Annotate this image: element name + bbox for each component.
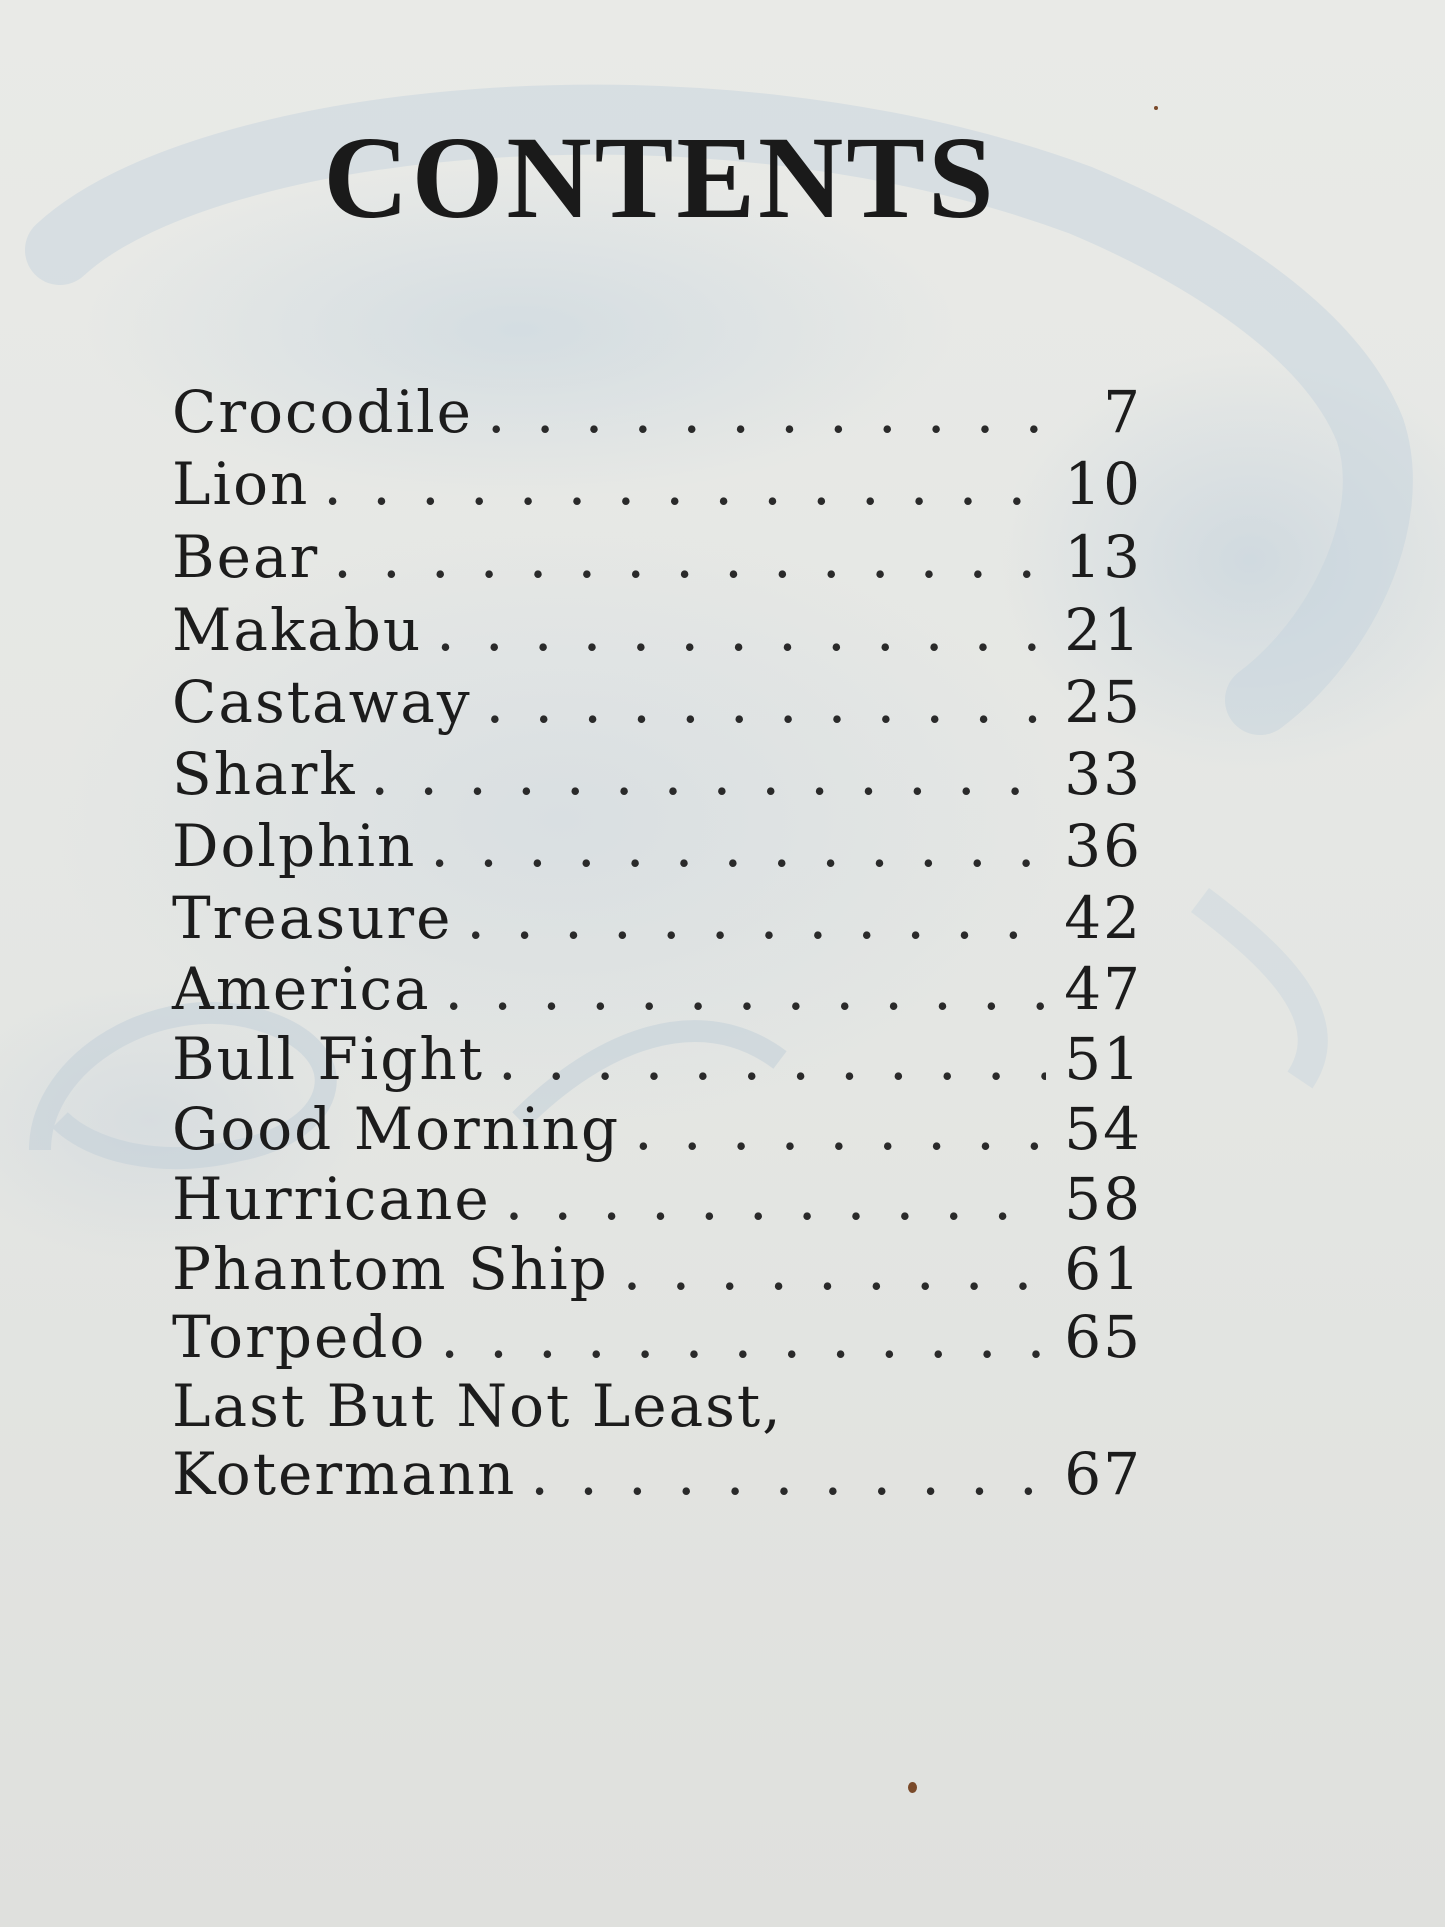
toc-entry	[172, 523, 1142, 593]
toc-entry-page: 58	[1064, 1165, 1142, 1233]
toc-entry-page: 67	[1064, 1440, 1142, 1508]
toc-entry	[172, 740, 1142, 810]
toc-entry-page: 47	[1064, 955, 1142, 1023]
dot-leader	[323, 450, 1046, 518]
toc-entry-title: Crocodile	[172, 378, 473, 446]
toc-entry-page: 65	[1064, 1303, 1142, 1371]
toc-entry	[172, 378, 1142, 448]
dot-leader	[445, 955, 1046, 1023]
toc-entry-title: Good Morning	[172, 1095, 621, 1163]
dot-leader	[498, 1025, 1046, 1093]
toc-entry-page: 7	[1103, 378, 1142, 446]
page-title: CONTENTS	[323, 112, 997, 243]
toc-entry-page: 42	[1064, 884, 1142, 952]
dot-leader	[333, 523, 1046, 591]
toc-entry-page: 51	[1064, 1025, 1142, 1093]
toc-entry-page: 61	[1064, 1235, 1142, 1303]
toc-entry-title: Torpedo	[172, 1303, 427, 1371]
toc-entry	[172, 1440, 1142, 1510]
toc-entry	[172, 884, 1142, 954]
toc-entry-title: Treasure	[172, 884, 453, 952]
dot-leader	[371, 740, 1046, 808]
toc-entry	[172, 450, 1142, 520]
dot-leader	[505, 1165, 1046, 1233]
toc-entry	[172, 1235, 1142, 1305]
toc-entry	[172, 1025, 1142, 1095]
toc-entry-page: 10	[1064, 450, 1142, 518]
toc-entry-title: Bull Fight	[172, 1025, 485, 1093]
toc-entry-page: 33	[1064, 740, 1142, 808]
dot-leader	[486, 668, 1046, 736]
toc-entry	[172, 1372, 1142, 1442]
paper-speck	[908, 1782, 917, 1793]
toc-entry-title: Shark	[172, 740, 357, 808]
toc-entry-page: 54	[1064, 1095, 1142, 1163]
toc-entry-page: 25	[1064, 668, 1142, 736]
toc-entry-page: 13	[1064, 523, 1142, 591]
dot-leader	[487, 378, 1046, 446]
paper-speck	[1154, 106, 1158, 110]
toc-entry	[172, 1095, 1142, 1165]
toc-entry-title: Lion	[172, 450, 310, 518]
toc-entry	[172, 812, 1142, 882]
toc-entry-page: 36	[1064, 812, 1142, 880]
toc-entry-title: Bear	[172, 523, 320, 591]
toc-entry	[172, 1303, 1142, 1373]
toc-entry	[172, 1165, 1142, 1235]
toc-entry-title: Phantom Ship	[172, 1235, 609, 1303]
toc-entry-title: Dolphin	[172, 812, 417, 880]
dot-leader	[634, 1095, 1046, 1163]
dot-leader	[466, 884, 1046, 952]
toc-entry-title: Kotermann	[172, 1440, 517, 1508]
toc-entry-title: Makabu	[172, 596, 423, 664]
toc-entry	[172, 668, 1142, 738]
toc-entry-title: America	[172, 955, 431, 1023]
toc-entry-title: Hurricane	[172, 1165, 491, 1233]
dot-leader	[436, 596, 1046, 664]
dot-leader	[530, 1440, 1046, 1508]
dot-leader	[623, 1235, 1046, 1303]
toc-entry-title: Last But Not Least,	[172, 1372, 783, 1440]
toc-entry	[172, 596, 1142, 666]
dot-leader	[430, 812, 1046, 880]
dot-leader	[440, 1303, 1046, 1371]
toc-entry-page: 21	[1064, 596, 1142, 664]
toc-entry	[172, 955, 1142, 1025]
toc-entry-title: Castaway	[172, 668, 472, 736]
